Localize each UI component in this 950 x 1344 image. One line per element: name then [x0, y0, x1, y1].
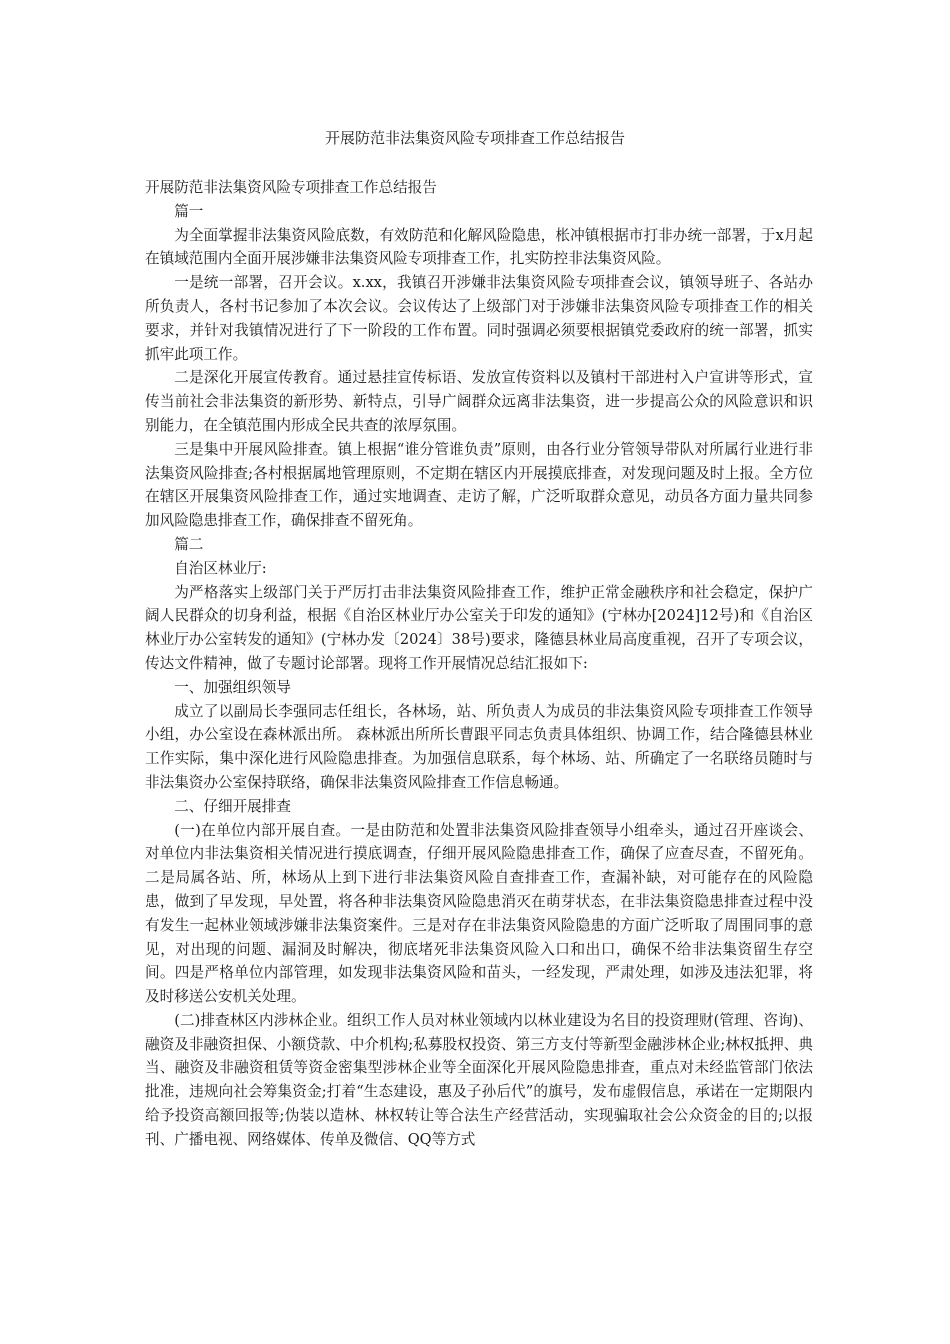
document-subtitle: 开展防范非法集资风险专项排查工作总结报告	[145, 179, 437, 196]
body-paragraph: 二是深化开展宣传教育。通过悬挂宣传标语、发放宣传资料以及镇村干部进村入户宣讲等形式，宣传当前社会非法集资的新形势、新特点，引导广阔群众远离非法集资，进一步提高公众的风险意识和识别能力，在全镇范围内形成全民共查的浓厚氛围。	[145, 369, 813, 434]
body-paragraph: (二)排查林区内涉林企业。组织工作人员对林业领域内以林业建设为名目的投资理财(管理、咨询)、融资及非融资担保、小额贷款、中介机构;私募股权投资、第三方支付等新型金融涉林企业;林权抵押、典当、融资及非融资租赁等资金密集型涉林企业等全面深化开展风险隐患排查，重点对未经监管部门依法批准，违规向社会筹集资金;打着“生态建设，惠及子孙后代”的旗号，发布虚假信息，承诺在一定期限内给予投资高额回报等;伪装以造林、林权转让等合法生产经营活动，实现骗取社会公众资金的目的;以报刊、广播电视、网络媒体、传单及微信、QQ等方式	[145, 1011, 813, 1148]
body-paragraph: 二、仔细开展排查	[174, 797, 291, 815]
document-body	[145, 176, 813, 1152]
body-paragraph: 三是集中开展风险排查。镇上根据“谁分管谁负责”原则，由各行业分管领导带队对所属行业进行非法集资风险排查;各村根据属地管理原则，不定期在辖区内开展摸底排查，对发现问题及时上报。全方位在辖区开展集资风险排查工作，通过实地调查、走访了解，广泛听取群众意见，动员各方面力量共同参加风险隐患排查工作，确保排查不留死角。	[145, 440, 813, 530]
body-paragraph: 为严格落实上级部门关于严厉打击非法集资风险排查工作，维护正常金融秩序和社会稳定，保护广阔人民群众的切身利益，根据《自治区林业厅办公室关于印发的通知》(宁林办[2024]12号)和《自治区林业厅办公室转发的通知》(宁林办发〔2024〕38号)要求，隆德县林业局高度重视，召开了专项会议，传达文件精神，做了专题讨论部署。现将工作开展情况总结汇报如下:	[145, 583, 813, 672]
body-paragraph: (一)在单位内部开展自查。一是由防范和处置非法集资风险排查领导小组牵头，通过召开座谈会、对单位内非法集资相关情况进行摸底调查，仔细开展风险隐患排查工作，确保了应查尽查，不留死角。二是局属各站、所，林场从上到下进行非法集资风险自查排查工作，查漏补缺，对可能存在的风险隐患，做到了早发现，早处置，将各种非法集资风险隐患消灭在萌芽状态，在非法集资隐患排查过程中没有发生一起林业领域涉嫌非法集资案件。三是对存在非法集资风险隐患的方面广泛听取了周围同事的意见，对出现的问题、漏洞及时解决，彻底堵死非法集资风险入口和出口，确保不给非法集资留生存空间。四是严格单位内部管理，如发现非法集资风险和苗头，一经发现，严肃处理，如涉及违法犯罪，将及时移送公安机关处理。	[145, 821, 813, 1006]
body-paragraph: 篇一	[174, 202, 204, 220]
body-paragraph: 一、加强组织领导	[174, 678, 291, 696]
body-paragraph: 成立了以副局长李强同志任组长，各林场，站、所负责人为成员的非法集资风险专项排查工作领导小组，办公室设在森林派出所。 森林派出所所长曹跟平同志负责具体组织、协调工作，结合隆德县林业工作实际，集中深化进行风险隐患排查。为加强信息联系，每个林场、站、所确定了一名联络员随时与非法集资办公室保持联络，确保非法集资风险排查工作信息畅通。	[145, 702, 813, 791]
body-paragraph: 为全面掌握非法集资风险底数，有效防范和化解风险隐患，枨冲镇根据市打非办统一部署，于x月起在镇域范围内全面开展涉嫌非法集资风险专项排查工作，扎实防控非法集资风险。	[145, 226, 813, 268]
body-paragraph: 一是统一部署，召开会议。x.xx，我镇召开涉嫌非法集资风险专项排查会议，镇领导班子、各站办所负责人，各村书记参加了本次会议。会议传达了上级部门对于涉嫌非法集资风险专项排查工作的相关要求，并针对我镇情况进行了下一阶段的工作布置。同时强调必须要根据镇党委政府的统一部署，抓实抓牢此项工作。	[145, 274, 813, 363]
body-paragraph: 篇二	[174, 535, 204, 553]
page-title: 开展防范非法集资风险专项排查工作总结报告	[324, 129, 625, 147]
body-paragraph: 自治区林业厅:	[174, 559, 267, 577]
